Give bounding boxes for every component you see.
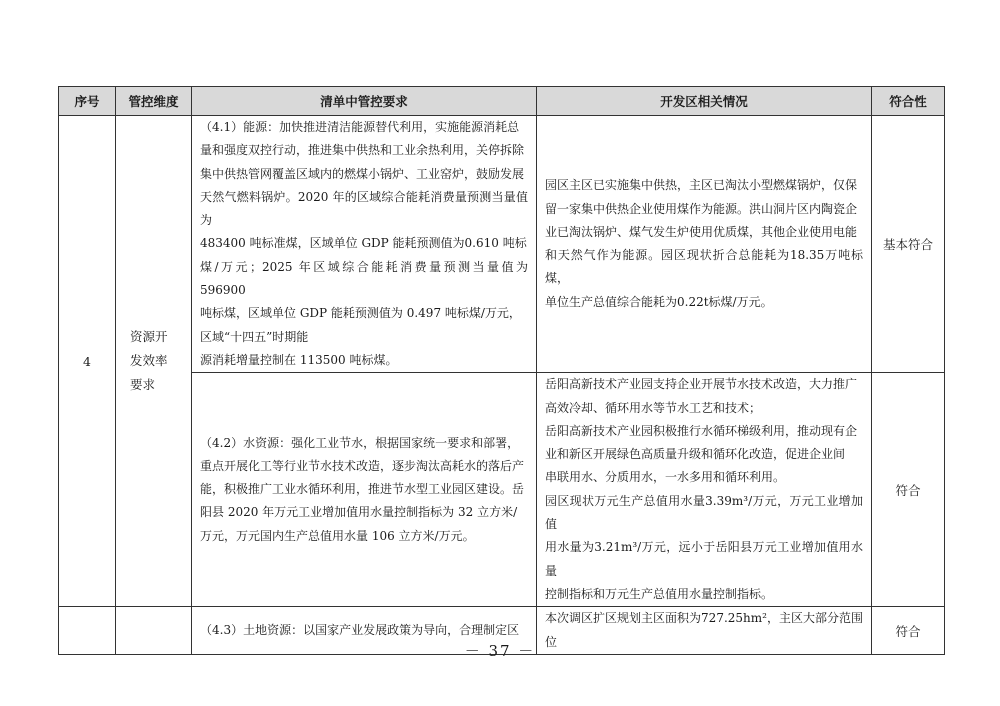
text-line: 万元，万元国内生产总值用水量 106 立方米/万元。 [200, 528, 475, 543]
table-row [59, 116, 945, 373]
requirement-text [192, 116, 536, 372]
text-line: （4.3）土地资源：以国家产业发展政策为导向，合理制定区 [200, 622, 520, 637]
header-requirement: 清单中管控要求 [192, 87, 537, 116]
text-line: （4.1）能源：加快推进清洁能源替代利用，实施能源消耗总 [200, 120, 520, 134]
text-line: 用水量为3.21m³/万元，远小于岳阳县万元工业增加值用水量 [545, 540, 863, 578]
text-line: 和天然气作为能源。园区现状折合总能耗为18.35万吨标煤， [545, 248, 863, 286]
situation-text [537, 373, 871, 606]
situation-cell [537, 116, 872, 373]
header-no: 序号 [59, 87, 116, 116]
situation-cell [537, 373, 872, 607]
compliance-cell: 基本符合 [872, 116, 945, 373]
row-number: 4 [59, 116, 116, 607]
dimension-cell [116, 116, 192, 607]
compliance-cell: 符合 [872, 373, 945, 607]
text-line: 本次调区扩区规划主区面积为727.25hm²，主区大部分范围位 [545, 611, 863, 649]
text-line: 区域“十四五”时期能 [200, 329, 309, 344]
text-line: 业和新区开展绿色高质量升级和循环化改造，促进企业间 [545, 447, 846, 462]
requirement-cell [192, 373, 537, 607]
text-line: 岳阳高新技术产业园支持企业开展节水技术改造，大力推广 [545, 377, 858, 392]
header-dimension: 管控维度 [116, 87, 192, 116]
text-line: 岳阳高新技术产业园积极推行水循环梯级利用，推动现有企 [545, 423, 858, 438]
table-header-row [59, 87, 945, 116]
text-line: 园区现状万元生产总值用水量3.39m³/万元，万元工业增加值 [545, 493, 863, 532]
requirement-text [192, 432, 536, 548]
text-line: 业已淘汰锅炉、煤气发生炉使用优质煤，其他企业使用电能 [545, 224, 858, 239]
text-line: 吨标煤，区域单位 GDP 能耗预测值为 0.497 吨标煤/万元， [200, 306, 521, 321]
text-line: 串联用水、分质用水，一水多用和循环利用。 [545, 470, 786, 485]
text-line: 集中供热管网覆盖区域内的燃煤小锅炉、工业窑炉，鼓励发展 [200, 166, 525, 181]
text-line: 阳县 2020 年万元工业增加值用水量控制指标为 32 立方米/ [200, 505, 518, 520]
compliance-cell: 符合 [872, 607, 945, 655]
text-line: 量和强度双控行动，推进集中供热和工业余热利用，关停拆除 [200, 143, 525, 158]
header-situation: 开发区相关情况 [537, 87, 872, 116]
text-line: 高效冷却、循环用水等节水工艺和技术； [545, 400, 762, 415]
dimension-label: 资源开发效率要求 [130, 329, 168, 393]
header-compliance: 符合性 [872, 87, 945, 116]
text-line: 煤/万元；2025 年区域综合能耗消费量预测当量值为 596900 [200, 259, 528, 298]
text-line: 控制指标和万元生产总值用水量控制指标。 [545, 586, 774, 601]
page-number: － 37 － [464, 642, 536, 660]
requirement-text [192, 619, 536, 642]
text-line: 天然气燃料锅炉。2020 年的区域综合能耗消费量预测当量值为 [200, 189, 528, 228]
text-line: 单位生产总值综合能耗为0.22t标煤/万元。 [545, 294, 773, 309]
situation-text [537, 174, 871, 314]
text-line: 源消耗增量控制在 113500 吨标煤。 [200, 352, 398, 367]
text-line: 园区主区已实施集中供热，主区已淘汰小型燃煤锅炉，仅保 [545, 178, 858, 193]
text-line: 留一家集中供热企业使用煤作为能源。洪山洞片区内陶瓷企 [545, 201, 858, 216]
text-line: 能，积极推广工业水循环利用，推进节水型工业园区建设。岳 [200, 482, 525, 497]
table-row [59, 373, 945, 607]
text-line: 483400 吨标准煤，区域单位 GDP 能耗预测值为0.610 吨标 [200, 236, 527, 251]
control-requirements-table [58, 86, 945, 655]
text-line: 重点开展化工等行业节水技术改造，逐步淘汰高耗水的落后产 [200, 458, 525, 473]
text-line: （4.2）水资源：强化工业节水，根据国家统一要求和部署， [200, 435, 520, 450]
requirement-cell [192, 116, 537, 373]
